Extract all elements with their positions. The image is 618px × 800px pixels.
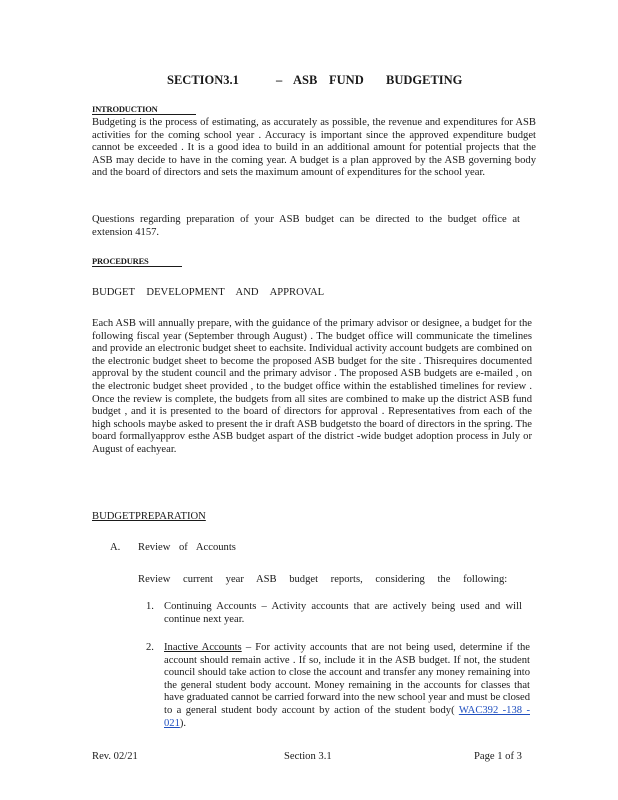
title-asb: ASB [293, 73, 318, 87]
item-2-suffix: ). [179, 717, 187, 729]
item-2-description: – For activity accounts that are not being used, determine if the account should remain active . If so, include it in the ASB budget. If not, the student council should take action to close the account and transfer any money remaining into the general student body account. Money remaining in the accounts for classes that have graduated cannot be carried forward into the new school year and must be closed to a general student body account by action of the student body( [164, 642, 530, 716]
item-1-text [164, 601, 522, 626]
item-1-label: Continuing Accounts [164, 601, 257, 612]
questions-paragraph: Questions regarding preparation of your ASB budget can be directed to the budget office at extension 4157. [92, 214, 520, 238]
item-a-title: Review of Accounts [138, 542, 236, 553]
wac-link[interactable]: WAC392 -138 - 021 [164, 704, 530, 729]
item-1-number: 1. [146, 601, 154, 612]
budget-preparation-heading: BUDGETPREPARATION [92, 511, 206, 522]
title-fund: FUND [329, 73, 364, 87]
title-dash: – [276, 73, 283, 87]
footer-section: Section 3.1 [284, 751, 332, 762]
introduction-heading: INTRODUCTION [92, 105, 196, 115]
footer-revision: Rev. 02/21 [92, 751, 138, 762]
introduction-paragraph: Budgeting is the process of estimating, as accurately as possible, the revenue and expenditures for ASB activities for the coming school year . Accuracy is important since the approved expenditure budget cannot be exceeded . It is a good idea to build in an additional amount for potential projects that the ASB may decide to have in the coming year. A budget is a plan approved by the ASB governing body and the board of directors and sets the maximum amount of expenditures for the school year. [92, 117, 536, 179]
item-1-description: – Activity accounts that are actively being used and will continue next year. [164, 601, 522, 625]
item-2-label: Inactive Accounts [164, 642, 242, 653]
item-2-number: 2. [146, 642, 154, 653]
item-2-text [164, 642, 530, 730]
procedures-paragraph: Each ASB will annually prepare, with the guidance of the primary advisor or designee, a budget for the following fiscal year (September through August) . The budget office will communicate the timelines and provide an electronic budget sheet to eachsite. Individual activity account budgets are combined on the electronic budget sheet to become the proposed ASB budget for the site . Thisrequires documented approval by the student council and the primary advisor . The proposed ASB budgets are e-mailed , on the electronic budget sheet provided , to the budget office within the established timelines for review . Once the review is complete, the budgets from all sites are combined to make up the district ASB fund budget , and it is presented to the board of directors for approval . Representatives from each of the high schools maybe asked to present the ir draft ASB budgetsto the board of directors in the spring. The board formallyapprov esthe ASB budget aspart of the district -wide budget adoption process in July or August of eachyear. [92, 318, 532, 455]
footer-page-number: Page 1 of 3 [474, 751, 522, 762]
title-section-number: SECTION3.1 [167, 73, 239, 87]
review-intro: Review current year ASB budget reports, considering the following: [138, 574, 508, 585]
item-a-letter: A. [110, 542, 121, 553]
title-budgeting: BUDGETING [386, 73, 463, 87]
budget-development-subheading: BUDGET DEVELOPMENT AND APPROVAL [92, 287, 325, 298]
procedures-heading: PROCEDURES [92, 257, 182, 267]
